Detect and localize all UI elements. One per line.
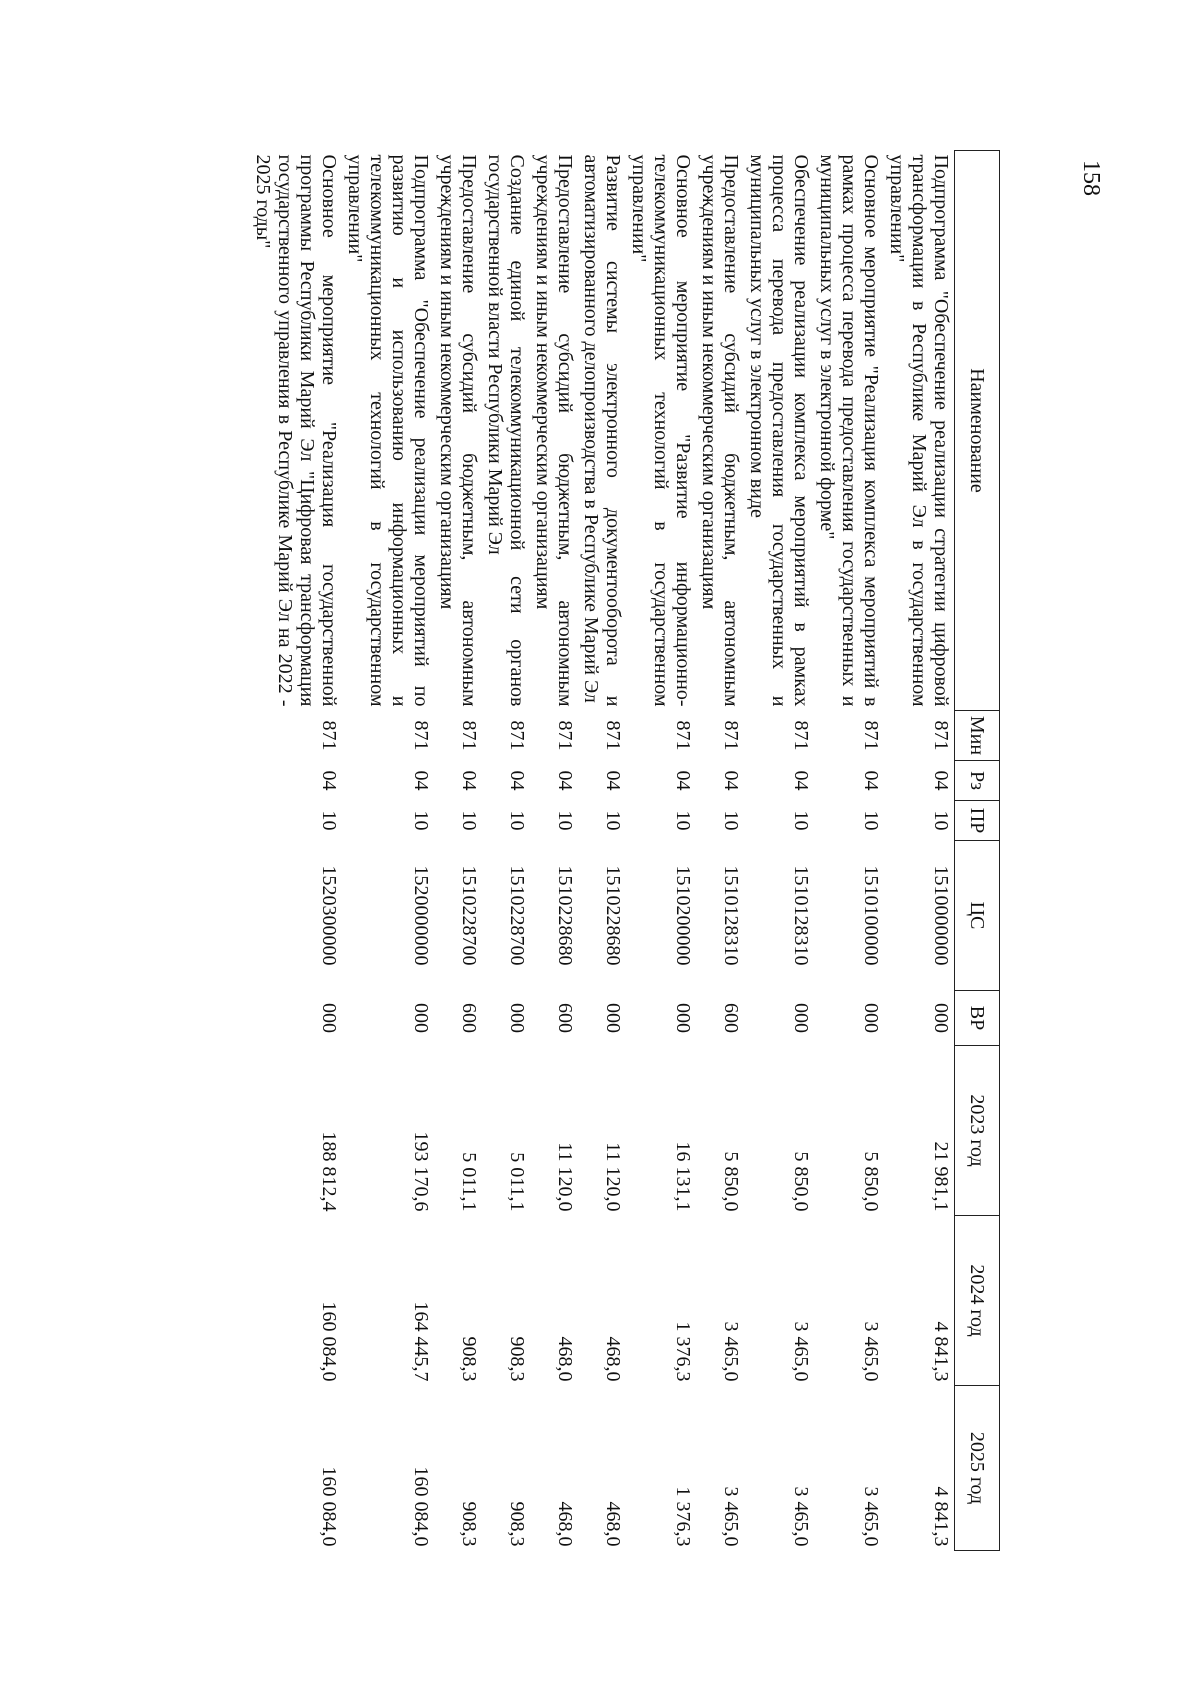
cell-cs: 1510100000 — [860, 865, 882, 966]
cell-vr: 600 — [720, 1003, 742, 1033]
cell-rz: 04 — [860, 770, 882, 791]
cell-2024: 3 465,0 — [720, 1321, 742, 1382]
table-header-row — [955, 151, 1000, 1551]
cell-name: Основное мероприятие "Развитие информационно-телекоммуникационных технологий в государственном управлении" — [628, 154, 694, 707]
header-2025: 2025 год — [955, 1386, 1000, 1551]
cell-pr: 10 — [720, 810, 742, 831]
table-body — [250, 151, 955, 1551]
cell-2025: 160 084,0 — [410, 1466, 432, 1547]
header-cs: ЦС — [955, 841, 1000, 991]
cell-min: 871 — [506, 720, 528, 751]
cell-vr: 000 — [506, 1003, 528, 1033]
cell-pr: 10 — [672, 810, 694, 831]
cell-2023: 188 812,4 — [318, 1131, 340, 1212]
cell-min: 871 — [410, 720, 432, 751]
cell-vr: 000 — [930, 1003, 952, 1033]
cell-rz: 04 — [318, 770, 340, 791]
table-row — [884, 151, 955, 1551]
header-vr: ВР — [955, 991, 1000, 1046]
rotated-page-content — [200, 150, 1000, 1550]
cell-name: Обеспечение реализации комплекса мероприятий в рамках процесса перевода предоставления государственных и муниципальных услуг в электронном виде — [746, 154, 812, 707]
cell-pr: 10 — [790, 810, 812, 831]
cell-2025: 908,3 — [506, 1501, 528, 1547]
cell-rz: 04 — [602, 770, 624, 791]
cell-2023: 193 170,6 — [410, 1131, 432, 1212]
cell-2024: 468,0 — [602, 1336, 624, 1382]
table-row — [578, 151, 626, 1551]
cell-pr: 10 — [410, 810, 432, 831]
cell-min: 871 — [790, 720, 812, 751]
cell-2024: 908,3 — [458, 1336, 480, 1382]
cell-2023: 11 120,0 — [602, 1142, 624, 1212]
cell-rz: 04 — [410, 770, 432, 791]
cell-name: Предоставление субсидий бюджетным, автономным учреждениям и иным некоммерческим организациям — [436, 154, 480, 707]
cell-min: 871 — [720, 720, 742, 751]
cell-2025: 908,3 — [458, 1501, 480, 1547]
cell-min: 871 — [672, 720, 694, 751]
cell-vr: 000 — [860, 1003, 882, 1033]
cell-name: Развитие системы электронного документооборота и автоматизированного делопроизводства в Республике Марий Эл — [580, 154, 624, 707]
cell-name: Подпрограмма "Обеспечение реализации стратегии цифровой трансформации в Республике Марий Эл в государственном управлении" — [886, 154, 952, 707]
cell-rz: 04 — [790, 770, 812, 791]
cell-2023: 5 850,0 — [860, 1151, 882, 1212]
table-row — [250, 151, 342, 1551]
header-2023: 2023 год — [955, 1046, 1000, 1216]
cell-cs: 1520300000 — [318, 865, 340, 966]
cell-vr: 600 — [554, 1003, 576, 1033]
header-2024: 2024 год — [955, 1216, 1000, 1386]
table-row — [482, 151, 530, 1551]
cell-vr: 000 — [318, 1003, 340, 1033]
cell-2025: 468,0 — [602, 1501, 624, 1547]
cell-pr: 10 — [318, 810, 340, 831]
cell-2023: 5 850,0 — [720, 1151, 742, 1212]
cell-2023: 21 981,1 — [930, 1141, 952, 1212]
cell-2024: 3 465,0 — [860, 1321, 882, 1382]
header-min: Мин — [955, 711, 1000, 761]
cell-2025: 4 841,3 — [930, 1486, 952, 1547]
cell-rz: 04 — [554, 770, 576, 791]
cell-vr: 000 — [790, 1003, 812, 1033]
cell-2025: 160 084,0 — [318, 1466, 340, 1547]
cell-2023: 11 120,0 — [554, 1142, 576, 1212]
cell-2024: 164 445,7 — [410, 1301, 432, 1382]
cell-2025: 3 465,0 — [720, 1486, 742, 1547]
cell-min: 871 — [458, 720, 480, 751]
cell-rz: 04 — [506, 770, 528, 791]
cell-cs: 1510228700 — [506, 865, 528, 966]
cell-cs: 1510228700 — [458, 865, 480, 966]
cell-min: 871 — [602, 720, 624, 751]
cell-min: 871 — [860, 720, 882, 751]
cell-name: Подпрограмма "Обеспечение реализации мероприятий по развитию и использованию информационных и телекоммуникационных технологий в государственном управлении" — [344, 154, 432, 707]
cell-rz: 04 — [720, 770, 742, 791]
cell-pr: 10 — [506, 810, 528, 831]
cell-vr: 000 — [410, 1003, 432, 1033]
cell-cs: 1510228680 — [554, 865, 576, 966]
cell-pr: 10 — [554, 810, 576, 831]
cell-pr: 10 — [458, 810, 480, 831]
cell-2023: 5 011,1 — [506, 1152, 528, 1212]
cell-2025: 3 465,0 — [790, 1486, 812, 1547]
cell-min: 871 — [554, 720, 576, 751]
cell-name: Создание единой телекоммуникационной сети органов государственной власти Республики Марий Эл — [484, 154, 528, 707]
cell-2025: 3 465,0 — [860, 1486, 882, 1547]
budget-table — [250, 150, 1000, 1551]
cell-2024: 908,3 — [506, 1336, 528, 1382]
cell-2025: 1 376,3 — [672, 1486, 694, 1547]
cell-cs: 1510000000 — [930, 865, 952, 966]
cell-cs: 1510128310 — [720, 865, 742, 966]
table-row — [342, 151, 434, 1551]
cell-name: Основное мероприятие "Реализация комплекса мероприятий в рамках процесса перевода предоставления государственных и муниципальных услуг в электронной форме" — [816, 154, 882, 707]
table-row — [434, 151, 482, 1551]
header-pr: ПР — [955, 801, 1000, 841]
cell-pr: 10 — [602, 810, 624, 831]
cell-min: 871 — [930, 720, 952, 751]
cell-name: Предоставление субсидий бюджетным, автономным учреждениям и иным некоммерческим организациям — [698, 154, 742, 707]
cell-vr: 000 — [602, 1003, 624, 1033]
cell-2023: 16 131,1 — [672, 1141, 694, 1212]
cell-2023: 5 011,1 — [458, 1152, 480, 1212]
page-number: 158 — [1078, 160, 1104, 196]
table-row — [744, 151, 814, 1551]
cell-2025: 468,0 — [554, 1501, 576, 1547]
cell-cs: 1520000000 — [410, 865, 432, 966]
cell-cs: 1510128310 — [790, 865, 812, 966]
table-row — [814, 151, 884, 1551]
cell-rz: 04 — [672, 770, 694, 791]
cell-name: Основное мероприятие "Реализация государственной программы Республики Марий Эл "Цифровая трансформация государственного управления в Республике Марий Эл на 2022 - 2025 годы" — [252, 154, 340, 707]
cell-min: 871 — [318, 720, 340, 751]
header-rz: Рз — [955, 761, 1000, 801]
table-row — [530, 151, 578, 1551]
cell-pr: 10 — [860, 810, 882, 831]
cell-cs: 1510228680 — [602, 865, 624, 966]
cell-cs: 1510200000 — [672, 865, 694, 966]
header-name: Наименование — [955, 151, 1000, 711]
cell-2023: 5 850,0 — [790, 1151, 812, 1212]
table-row — [626, 151, 696, 1551]
cell-2024: 1 376,3 — [672, 1321, 694, 1382]
cell-2024: 4 841,3 — [930, 1321, 952, 1382]
cell-vr: 600 — [458, 1003, 480, 1033]
cell-2024: 468,0 — [554, 1336, 576, 1382]
cell-2024: 160 084,0 — [318, 1301, 340, 1382]
table-row — [696, 151, 744, 1551]
cell-rz: 04 — [458, 770, 480, 791]
cell-name: Предоставление субсидий бюджетным, автономным учреждениям и иным некоммерческим организациям — [532, 154, 576, 707]
cell-vr: 000 — [672, 1003, 694, 1033]
cell-rz: 04 — [930, 770, 952, 791]
cell-2024: 3 465,0 — [790, 1321, 812, 1382]
cell-pr: 10 — [930, 810, 952, 831]
